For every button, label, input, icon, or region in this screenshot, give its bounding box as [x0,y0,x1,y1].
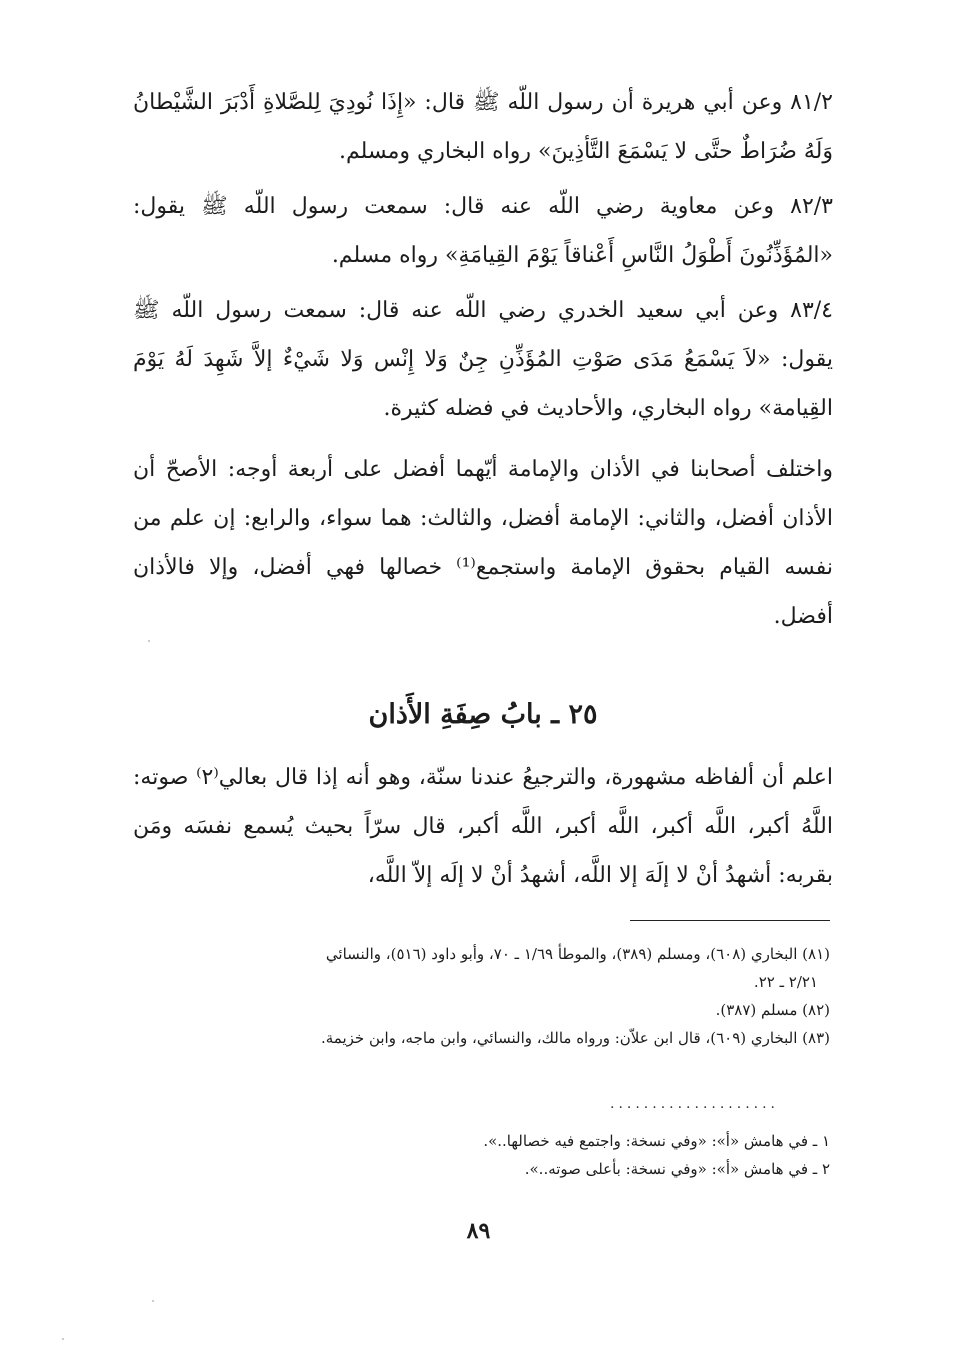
hadith-82-paragraph: ٨٢/٣ وعن معاوية رضي اللّه عنه قال: سمعت رسول اللّه ﷺ يقول: «المُؤَذِّنُونَ أَطْوَلُ النَّاسِ أَعْناقاً يَوْمَ القِيامَةِ» رواه مسلم. [133,194,833,268]
footnote-divider [630,920,830,921]
chapter-title: ٢٥ ـ بابُ صِفَةِ الأَذان [368,699,598,730]
footnotes [140,940,830,1052]
hadith-83-paragraph: ٨٣/٤ وعن أبي سعيد الخدري رضي اللّه عنه قال: سمعت رسول اللّه ﷺ يقول: «لاَ يَسْمَعُ مَدَى صَوْتِ المُؤَذِّنِ جِنٌ وَلا إِنْس وَلا شَيْءٌ إلاَّ شَهِدَ لَهُ يَوْمَ القِيامة» رواه البخاري، والأحاديث في فضله كثيرة. [133,298,833,421]
footnote-81: (٨١) البخاري (٦٠٨)، ومسلم (٣٨٩)، والموطأ ١/٦٩ ـ ٧٠، وأبو داود (٥١٦)، والنسائي [325,945,830,963]
margin-note-1: ١ ـ في هامش «أ»: «وفي نسخة: واجتمع فيه خصالها..». [483,1132,830,1150]
footnote-81-continued: ٢/٢١ ـ ٢٢. [753,973,818,991]
footnote-82: (٨٢) مسلم (٣٨٧). [715,1001,830,1019]
scan-speck [152,1300,154,1302]
scan-speck [62,1338,64,1340]
scan-speck [148,640,150,642]
hadith-81-paragraph: ٨١/٢ وعن أبي هريرة أن رسول اللّه ﷺ قال: «إِذَا نُودِيَ لِلصَّلاةِ أَدْبَرَ الشَّيْطانُ وَلَهُ ضُرَاطٌ حتَّى لا يَسْمَعَ التَّأذِينَ» رواه البخاري ومسلم. [133,90,833,164]
margin-notes [360,1127,830,1183]
main-text [133,78,833,900]
page-number: ٨٩ [466,1218,491,1244]
dotted-separator: .................... [610,1096,780,1112]
margin-note-2: ٢ ـ في هامش «أ»: «وفي نسخة: بأعلى صوته..». [524,1160,830,1178]
scholars-opinion-paragraph: واختلف أصحابنا في الأذان والإمامة أيّهما أفضل على أربعة أوجه: الأصحّ أن الأذان أفضل، والثاني: الإمامة أفضل، والثالث: هما سواء، والرابع: إن علم من نفسه القيام بحقوق الإمامة واستجمع⁽¹⁾ خصالها فهي أفضل، وإلا فالأذان أفضل. [133,457,833,629]
footnote-83: (٨٣) البخاري (٦٠٩)، قال ابن علاّن: ورواه مالك، والنسائي، وابن ماجه، وابن خزيمة. [320,1029,830,1047]
adhan-description-paragraph: اعلم أن ألفاظه مشهورة، والترجيعُ عندنا سنّة، وهو أنه إذا قال بعالي⁽٢⁾ صوته: اللَّهُ أكبر، اللَّه أكبر، اللَّه أكبر، اللَّه أكبر، قال سرّاً بحيث يُسمع نفسَه ومَن بقربه: أشهدُ أنْ لا إلَهَ إلا اللَّه، أشهدُ أنْ لا إلَه إلاّ اللَّه، [133,765,833,888]
